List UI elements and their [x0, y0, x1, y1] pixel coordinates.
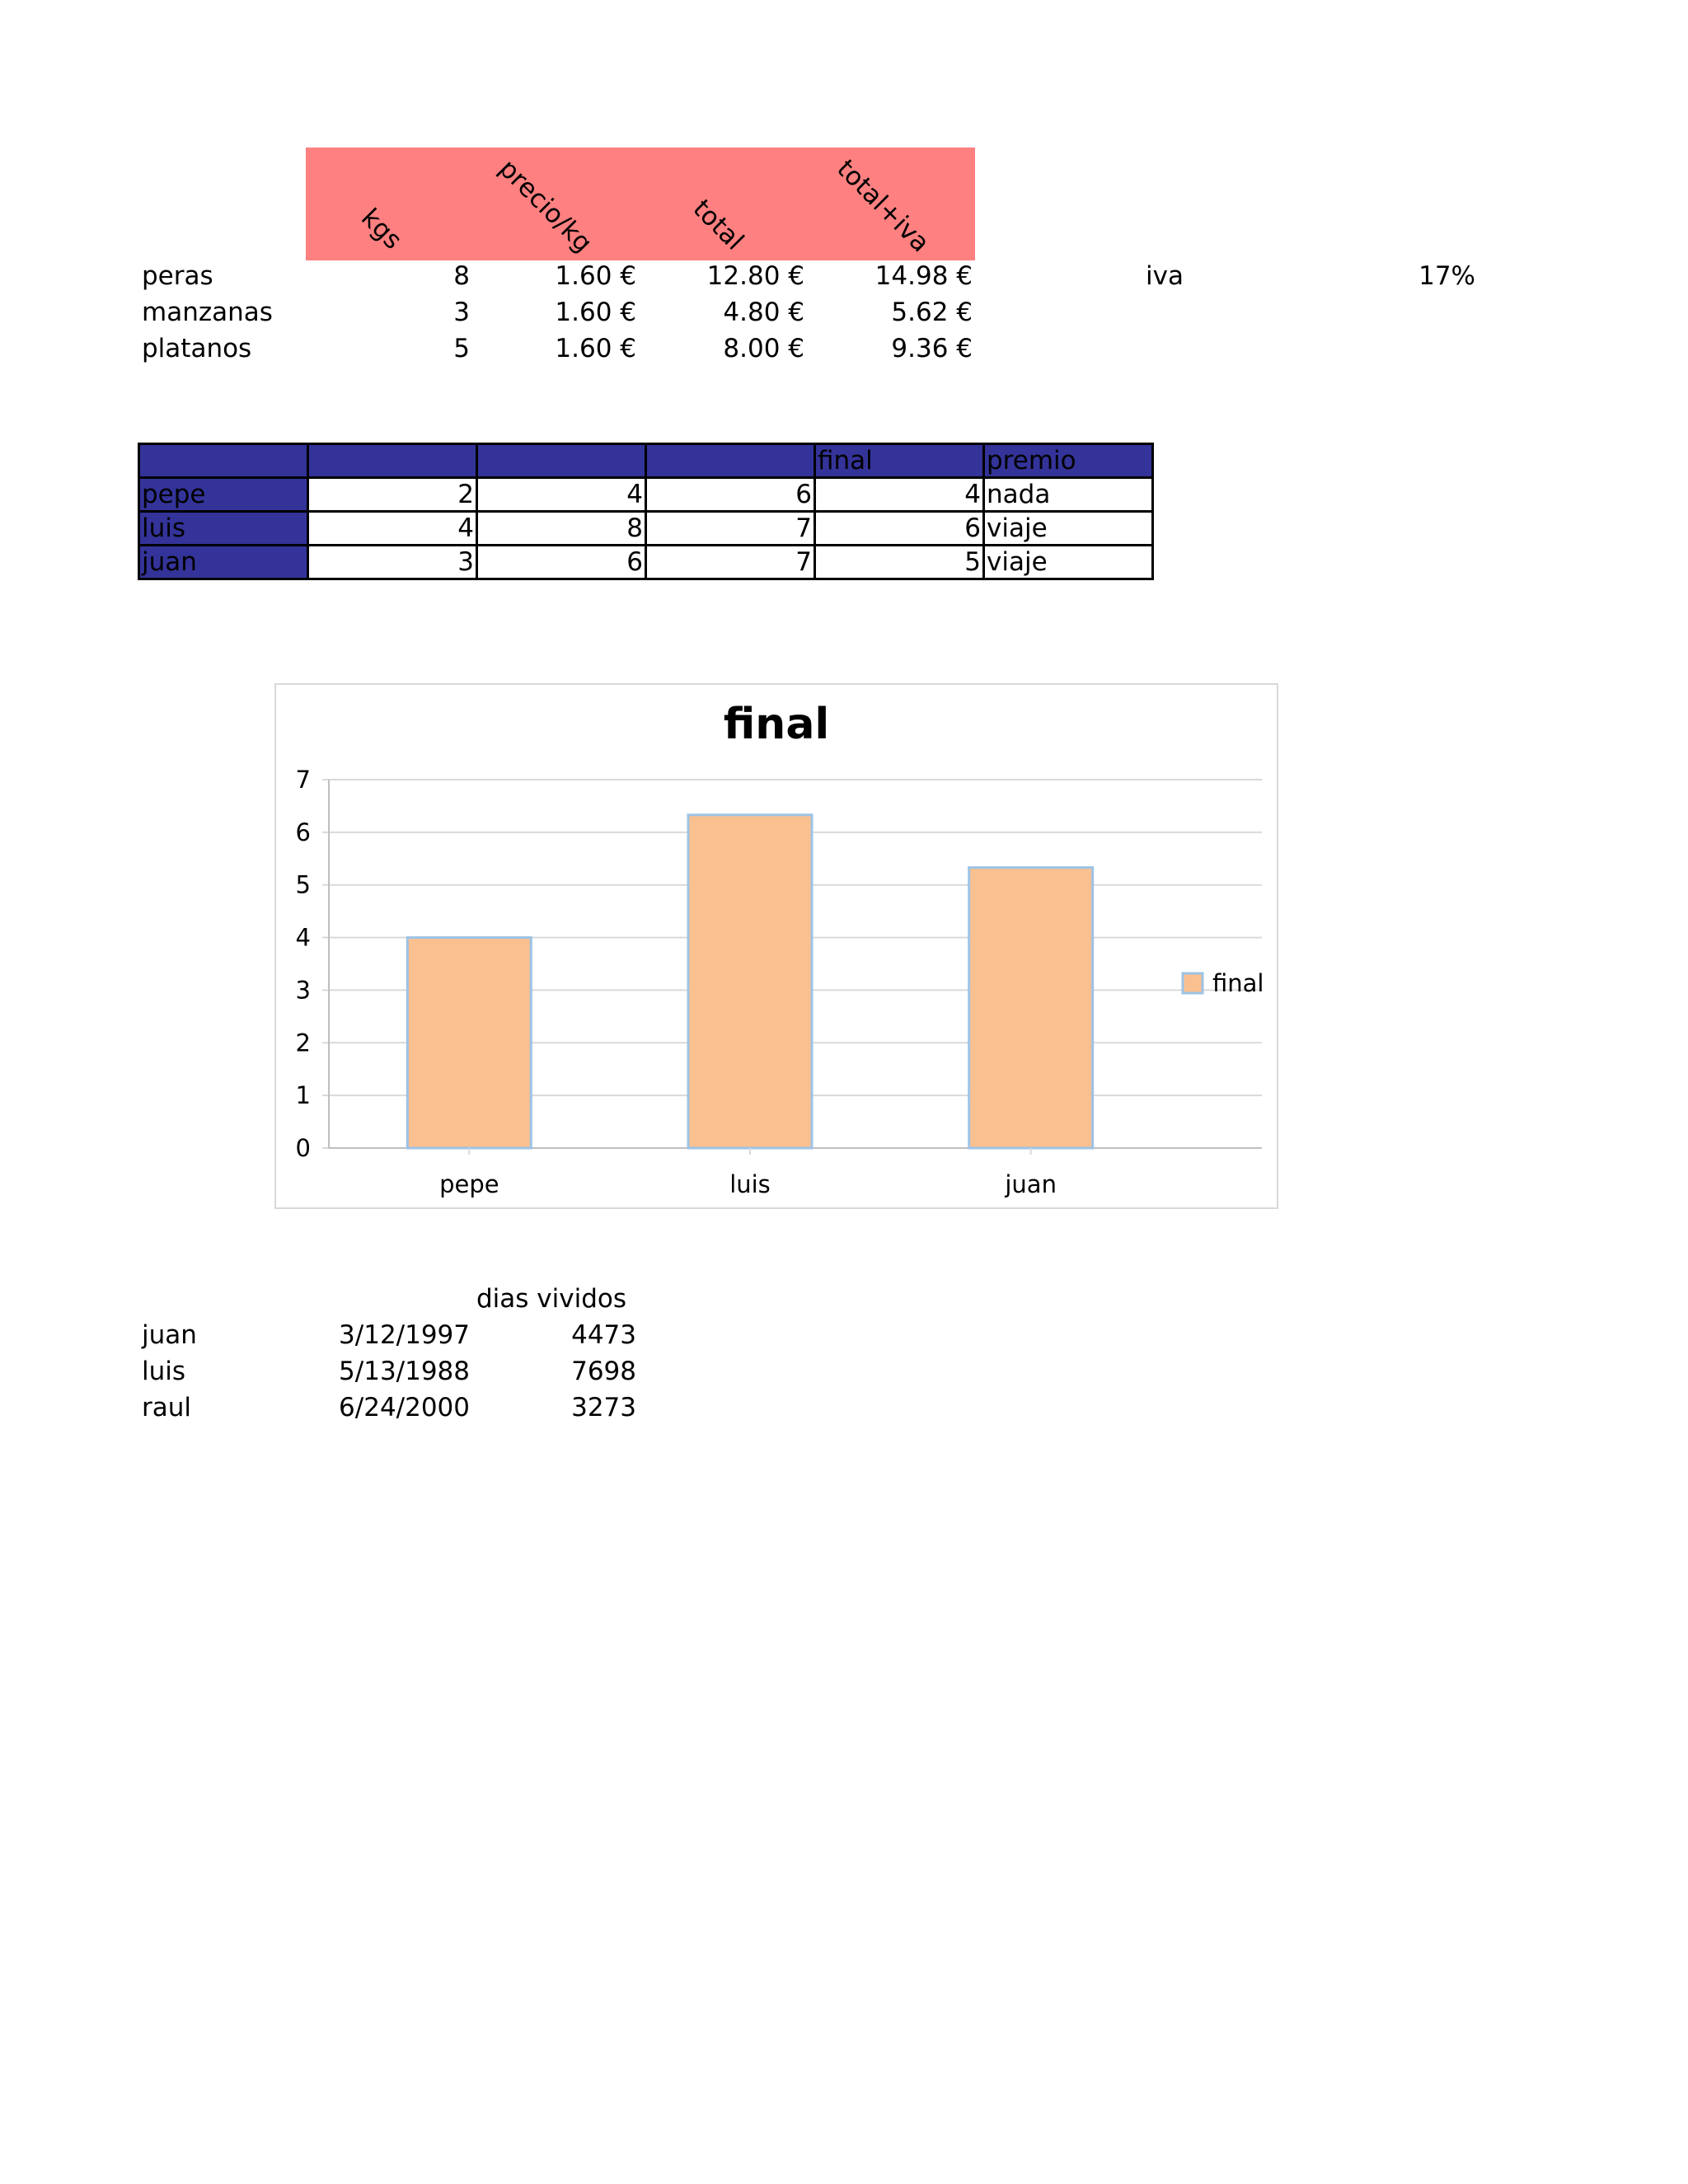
fruit-kgs: 8 [453, 261, 470, 291]
y-tick-label: 7 [295, 766, 311, 794]
table-header-cell [308, 444, 477, 478]
fruit-name: platanos [142, 334, 252, 363]
table-row [139, 478, 1153, 512]
premio-cell: nada [984, 478, 1153, 512]
birth-date: 5/13/1988 [339, 1357, 470, 1386]
table-row [139, 546, 1153, 579]
bar [969, 868, 1093, 1148]
x-tick-label: juan [1005, 1170, 1057, 1198]
fruit-name: peras [142, 261, 213, 291]
scores-table [138, 443, 1154, 580]
table-cell: 7 [646, 512, 815, 546]
table-cell: 7 [646, 546, 815, 579]
premio-cell: viaje [984, 512, 1153, 546]
legend-swatch [1183, 973, 1203, 993]
table-header-cell [139, 444, 308, 478]
fruit-total-iva: 9.36 € [891, 334, 973, 363]
fruit-precio: 1.60 € [555, 298, 636, 327]
final-cell: 4 [815, 478, 984, 512]
fruit-total: 4.80 € [723, 298, 804, 327]
row-name: pepe [139, 478, 308, 512]
bar [688, 815, 812, 1148]
fruit-total: 8.00 € [723, 334, 804, 363]
days-lived: 4473 [571, 1320, 636, 1350]
y-tick-label: 5 [295, 870, 311, 899]
header-total-iva: total+iva [831, 153, 935, 259]
fruit-precio: 1.60 € [555, 334, 636, 363]
legend-label: final [1212, 969, 1264, 997]
table-header-premio: premio [984, 444, 1153, 478]
final-cell: 6 [815, 512, 984, 546]
person-name: juan [142, 1320, 197, 1350]
table-row [139, 512, 1153, 546]
birth-date: 6/24/2000 [339, 1393, 470, 1422]
table-header-row [139, 444, 1153, 478]
table-cell: 2 [308, 478, 477, 512]
y-tick-label: 4 [295, 923, 311, 952]
row-name: luis [139, 512, 308, 546]
fruit-precio: 1.60 € [555, 261, 636, 291]
person-name: luis [142, 1357, 186, 1386]
chart-area[interactable] [274, 683, 1278, 1209]
y-tick-label: 2 [295, 1029, 311, 1057]
header-total: total [687, 194, 750, 256]
table-header-cell [646, 444, 815, 478]
table-cell: 4 [308, 512, 477, 546]
table-cell: 6 [477, 546, 646, 579]
days-lived: 3273 [571, 1393, 636, 1422]
final-cell: 5 [815, 546, 984, 579]
person-name: raul [142, 1393, 192, 1422]
x-tick-label: pepe [439, 1170, 499, 1198]
dias-header: dias vividos [476, 1284, 627, 1314]
table-cell: 6 [646, 478, 815, 512]
header-kgs: kgs [355, 203, 408, 255]
fruit-total-iva: 5.62 € [891, 298, 973, 327]
header-precio-kg: precio/kg [493, 153, 598, 259]
bar-chart [276, 685, 1277, 1207]
table-header-cell [477, 444, 646, 478]
chart-title: final [723, 700, 830, 749]
fruit-kgs: 3 [453, 298, 470, 327]
iva-label: iva [1146, 261, 1184, 291]
iva-value: 17% [1418, 261, 1475, 291]
fruit-total-iva: 14.98 € [874, 261, 973, 291]
fruit-name: manzanas [142, 298, 273, 327]
bar [407, 938, 531, 1148]
x-tick-label: luis [729, 1170, 771, 1198]
y-tick-label: 0 [295, 1134, 311, 1162]
fruit-kgs: 5 [453, 334, 470, 363]
y-tick-label: 3 [295, 976, 311, 1005]
y-tick-label: 6 [295, 818, 311, 846]
fruit-total: 12.80 € [706, 261, 804, 291]
table-header-final: final [815, 444, 984, 478]
birth-date: 3/12/1997 [339, 1320, 470, 1350]
premio-cell: viaje [984, 546, 1153, 579]
row-name: juan [139, 546, 308, 579]
y-tick-label: 1 [295, 1081, 311, 1110]
table-cell: 8 [477, 512, 646, 546]
days-lived: 7698 [571, 1357, 636, 1386]
table-cell: 4 [477, 478, 646, 512]
table-cell: 3 [308, 546, 477, 579]
